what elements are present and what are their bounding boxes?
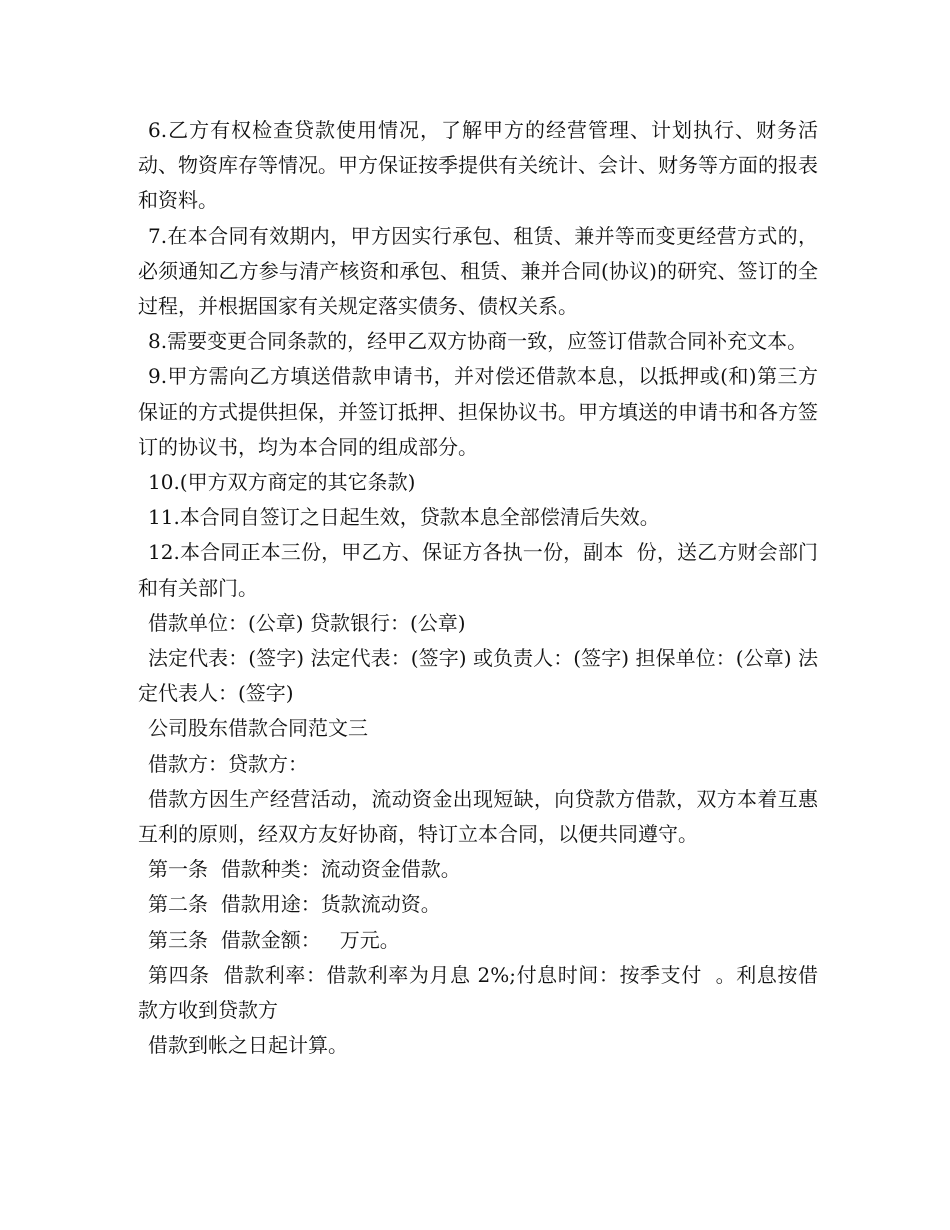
clause-6: 6.乙方有权检查贷款使用情况，了解甲方的经营管理、计划执行、财务活动、物资库存等情况。甲方保证按季提供有关统计、会计、财务等方面的报表和资料。	[138, 118, 818, 213]
signature-line-representatives: 法定代表：(签字) 法定代表：(签字) 或负责人：(签字) 担保单位：(公章) 法定代表人：(签字)	[138, 646, 818, 706]
document-body	[138, 113, 818, 1063]
clause-7: 7.在本合同有效期内，甲方因实行承包、租赁、兼并等而变更经营方式的，必须通知乙方参与清产核资和承包、租赁、兼并合同(协议)的研究、签订的全过程，并根据国家有关规定落实债务、债权关系。	[138, 223, 818, 319]
article-3: 第三条 借款金额： 万元。	[148, 927, 400, 952]
clause-11: 11.本合同自签订之日起生效，贷款本息全部偿清后失效。	[148, 505, 660, 530]
article-2: 第二条 借款用途：货款流动资。	[148, 892, 441, 917]
clause-10: 10.(甲方双方商定的其它条款)	[148, 470, 416, 495]
article-4-continuation: 借款到帐之日起计算。	[148, 1033, 348, 1058]
clause-9: 9.甲方需向乙方填送借款申请书，并对偿还借款本息，以抵押或(和)第三方保证的方式提供担保，并签订抵押、担保协议书。甲方填送的申请书和各方签订的协议书，均为本合同的组成部分。	[138, 364, 818, 459]
section-title: 公司股东借款合同范文三	[148, 716, 368, 741]
article-4: 第四条 借款利率：借款利率为月息 2%;付息时间：按季支付 。利息按借款方收到贷款方	[138, 962, 818, 1023]
clause-8: 8.需要变更合同条款的，经甲乙双方协商一致，应签订借款合同补充文本。	[148, 329, 808, 354]
signature-line-seals: 借款单位：(公章) 贷款银行：(公章)	[148, 610, 466, 635]
parties-line: 借款方：贷款方：	[148, 751, 308, 776]
article-1: 第一条 借款种类：流动资金借款。	[148, 857, 461, 882]
clause-12: 12.本合同正本三份，甲乙方、保证方各执一份，副本 份，送乙方财会部门和有关部门。	[138, 540, 818, 600]
preamble: 借款方因生产经营活动，流动资金出现短缺，向贷款方借款，双方本着互惠互利的原则，经双方友好协商，特订立本合同，以便共同遵守。	[138, 786, 818, 847]
